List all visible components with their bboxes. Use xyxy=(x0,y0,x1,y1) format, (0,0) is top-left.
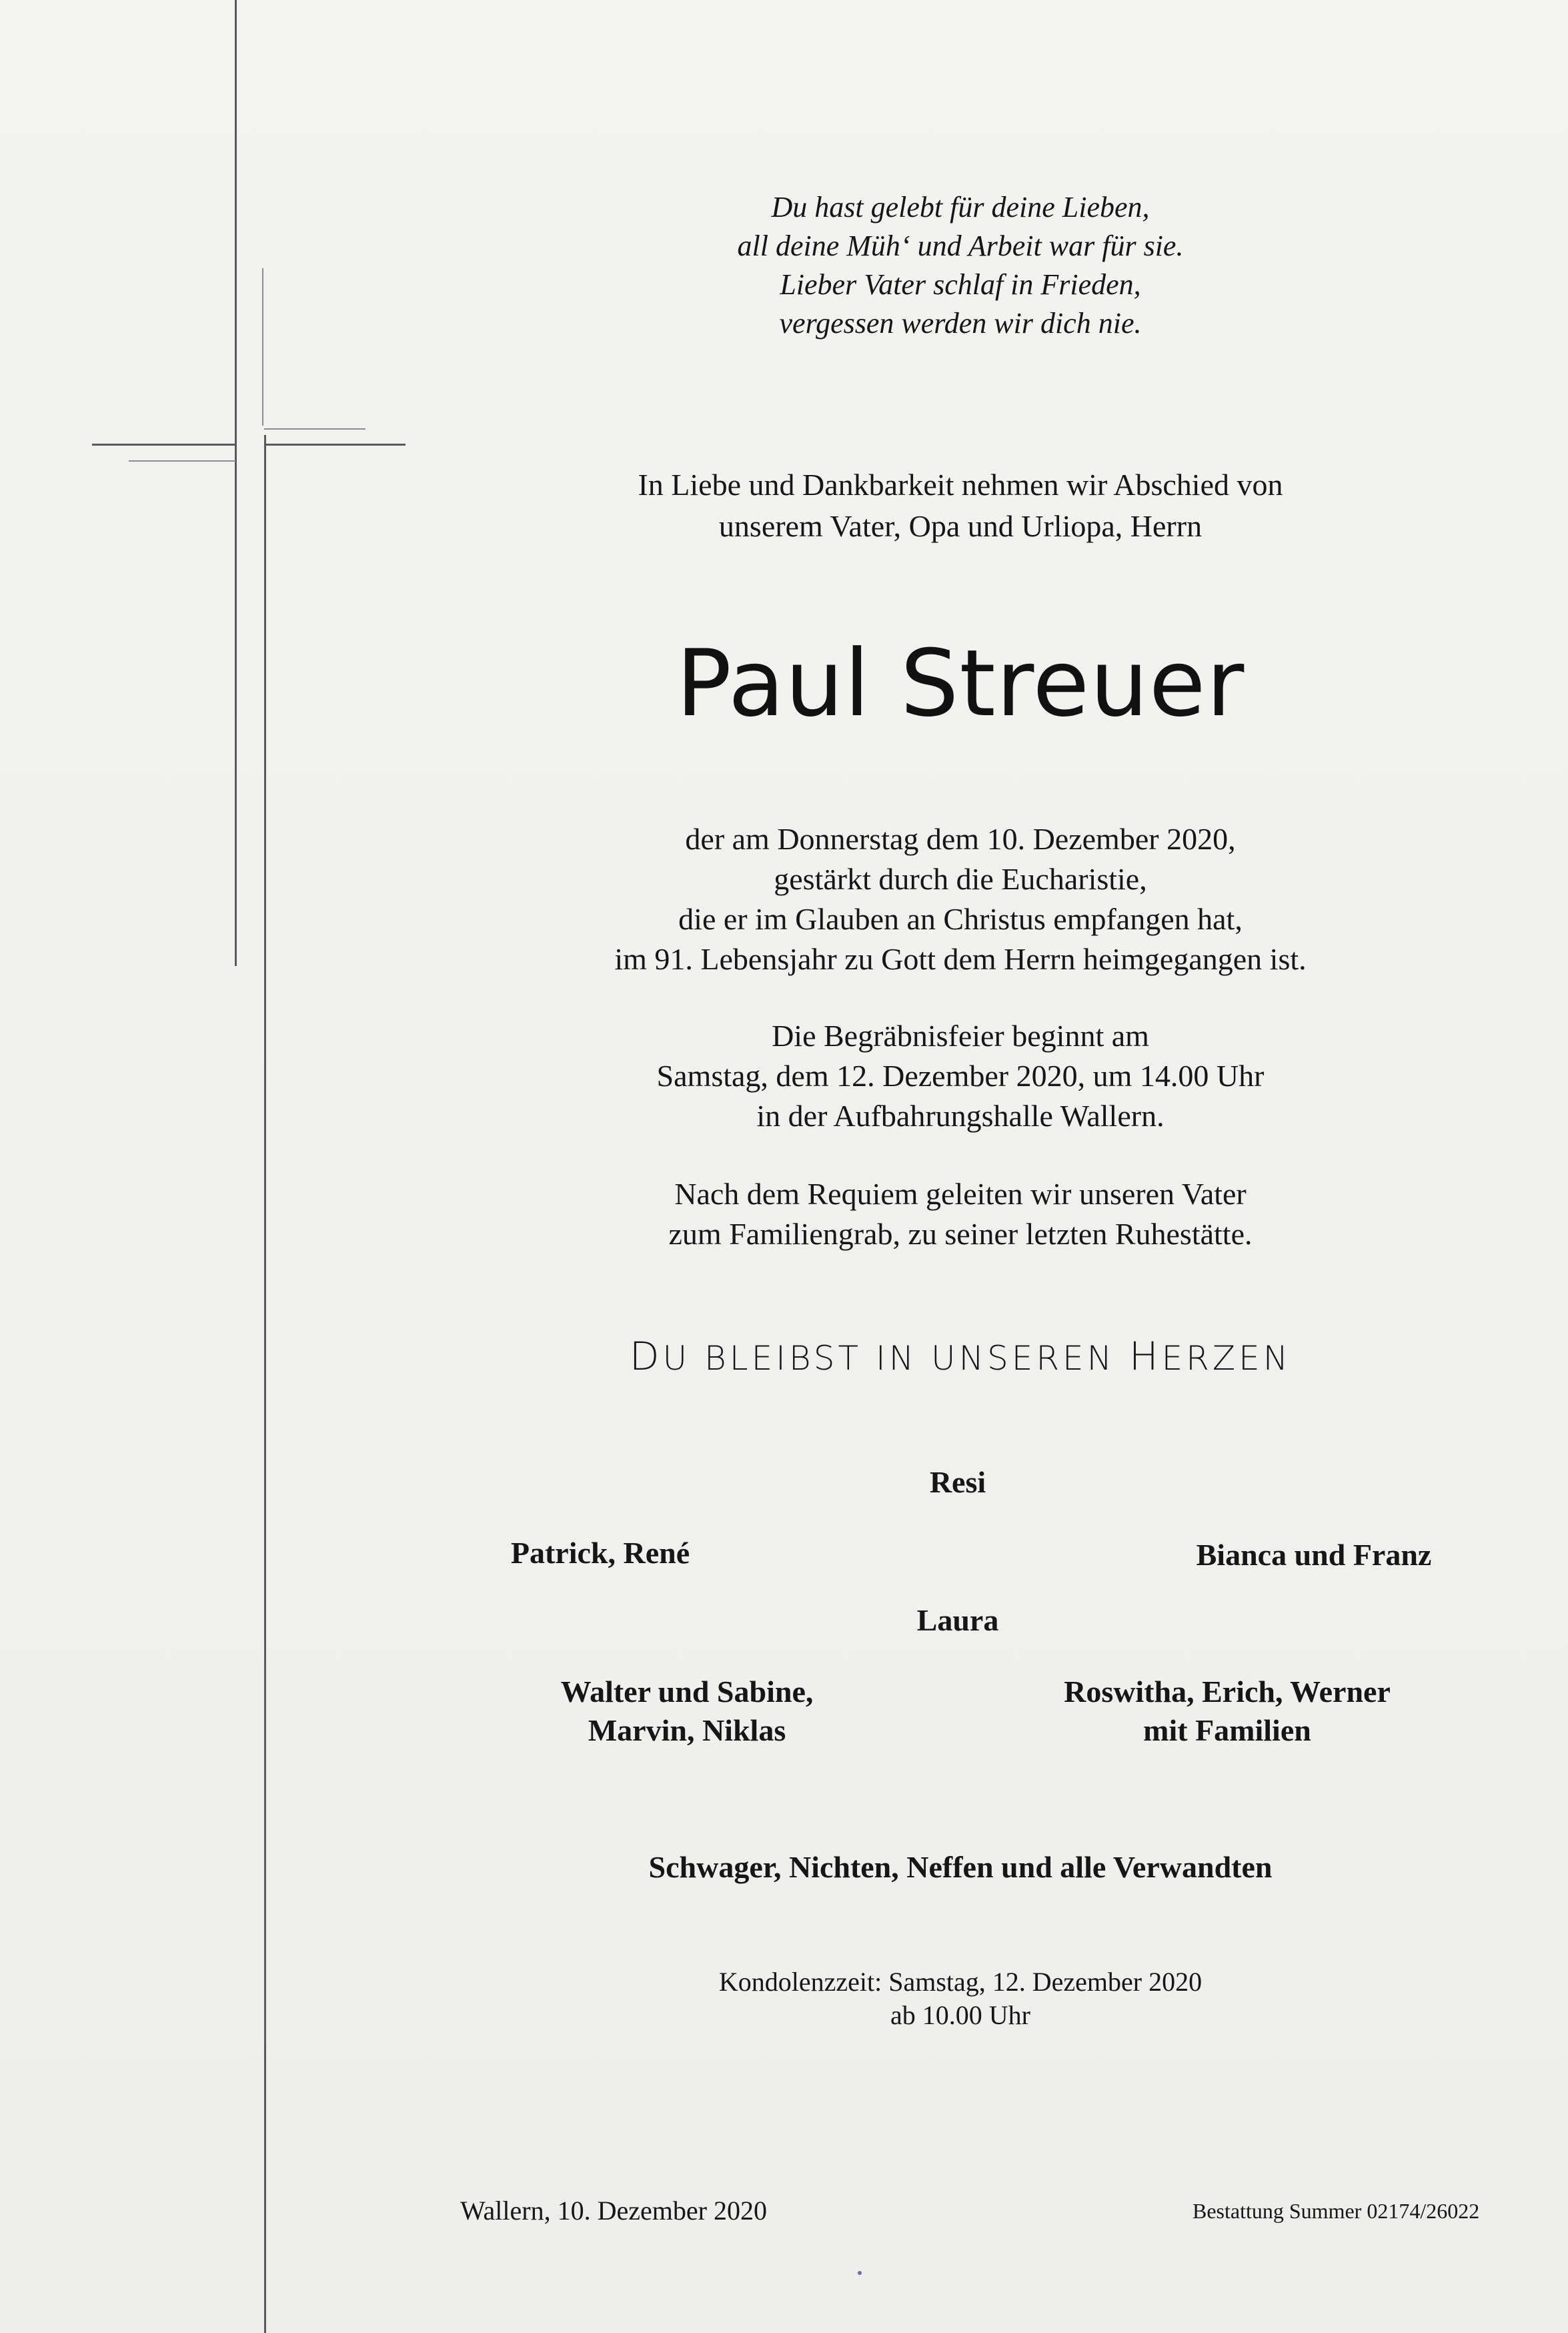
poem-line: all deine Müh‘ und Arbeit war für sie. xyxy=(737,229,1184,262)
poem xyxy=(467,188,1454,343)
death-notice-paragraph xyxy=(467,819,1454,979)
family-line: Marvin, Niklas xyxy=(588,1713,786,1747)
farewell-intro xyxy=(467,464,1454,547)
cross-left-arm-line xyxy=(92,444,236,446)
condolence-line: ab 10.00 Uhr xyxy=(890,2000,1030,2030)
requiem-paragraph xyxy=(467,1174,1454,1254)
paragraph-line: zum Familiengrab, zu seiner letzten Ruhestätte. xyxy=(668,1217,1253,1251)
paragraph-line: gestärkt durch die Eucharistie, xyxy=(774,862,1147,896)
cross-ornament xyxy=(0,0,467,2333)
relatives-line: Schwager, Nichten, Neffen und alle Verwandten xyxy=(648,1850,1273,1884)
cross-right-arm-line xyxy=(264,444,406,446)
poem-line: Du hast gelebt für deine Lieben, xyxy=(771,191,1150,223)
footer-undertaker: Bestattung Summer 02174/26022 xyxy=(1193,2199,1480,2223)
family-member-resi: Resi xyxy=(929,1465,986,1499)
intro-line: unserem Vater, Opa und Urliopa, Herrn xyxy=(718,509,1203,543)
paragraph-line: im 91. Lebensjahr zu Gott dem Herrn heimgegangen ist. xyxy=(614,942,1307,976)
paragraph-line: Die Begräbnisfeier beginnt am xyxy=(772,1019,1149,1053)
family-member-laura: Laura xyxy=(916,1603,999,1637)
family-member-roswitha xyxy=(1020,1673,1434,1750)
paragraph-line: Samstag, dem 12. Dezember 2020, um 14.00 Uhr xyxy=(656,1059,1265,1093)
cross-right-arm-upper-line xyxy=(264,428,365,430)
family-line: mit Familien xyxy=(1143,1713,1311,1747)
condolence-line: Kondolenzzeit: Samstag, 12. Dezember 2020 xyxy=(718,1967,1203,1997)
ink-speck xyxy=(858,2271,862,2275)
cross-upper-short-line xyxy=(262,268,263,426)
cross-left-vertical-line xyxy=(235,0,237,966)
paragraph-line: in der Aufbahrungshalle Wallern. xyxy=(756,1099,1164,1133)
funeral-info-paragraph xyxy=(467,1016,1454,1136)
cross-left-arm-lower-line xyxy=(129,460,235,462)
family-member-patrick: Patrick, René xyxy=(510,1536,690,1570)
motto xyxy=(467,1333,1454,1382)
motto-text: ERZEN xyxy=(1161,1339,1292,1378)
motto-text: U BLEIBST IN UNSEREN xyxy=(662,1339,1129,1378)
intro-line: In Liebe und Dankbarkeit nehmen wir Abschied von xyxy=(638,468,1283,502)
footer-place-date: Wallern, 10. Dezember 2020 xyxy=(460,2196,767,2226)
motto-initial: H xyxy=(1128,1334,1162,1379)
motto-initial: D xyxy=(629,1334,663,1379)
family-line: Walter und Sabine, xyxy=(560,1675,814,1709)
paragraph-line: die er im Glauben an Christus empfangen hat, xyxy=(678,902,1243,936)
poem-line: Lieber Vater schlaf in Frieden, xyxy=(780,268,1141,301)
condolence-time xyxy=(467,1965,1454,2032)
cross-right-vertical-line xyxy=(264,435,266,2333)
paragraph-line: der am Donnerstag dem 10. Dezember 2020, xyxy=(685,822,1236,856)
family-line: Roswitha, Erich, Werner xyxy=(1064,1675,1391,1709)
deceased-name: Paul Streuer xyxy=(676,630,1245,737)
paragraph-line: Nach dem Requiem geleiten wir unseren Vater xyxy=(674,1177,1247,1211)
poem-line: vergessen werden wir dich nie. xyxy=(779,307,1142,340)
family-member-bianca: Bianca und Franz xyxy=(1196,1538,1432,1572)
family-member-walter xyxy=(487,1673,887,1750)
